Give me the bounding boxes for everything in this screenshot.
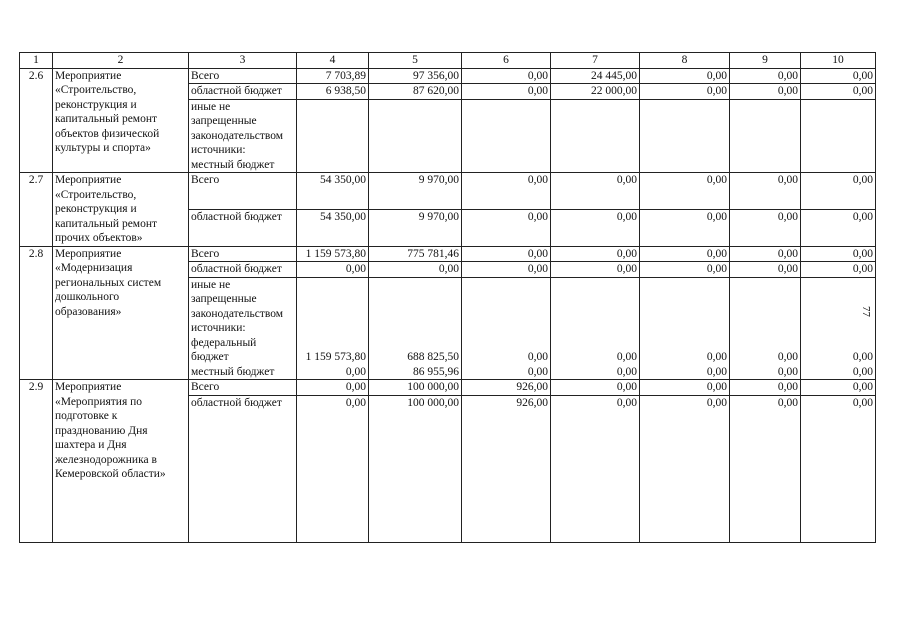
funding-source: Всего xyxy=(189,380,297,396)
value-cell: 87 620,00 xyxy=(369,84,462,100)
value-cell: 0,00 xyxy=(551,380,640,396)
value-cell: 1 159 573,80 xyxy=(297,246,369,262)
column-number: 10 xyxy=(801,53,876,69)
column-number: 6 xyxy=(462,53,551,69)
value-cell: 0,00 xyxy=(640,262,730,278)
value-cell: 0,00 xyxy=(640,84,730,100)
value-cell: 54 350,00 xyxy=(297,173,369,210)
value-cell: 54 350,00 xyxy=(297,209,369,246)
value-cell: 0,00 xyxy=(730,365,801,380)
value-cell: 0,00 xyxy=(730,277,801,365)
value-cell: 0,00 xyxy=(640,380,730,396)
value-cell: 926,00 xyxy=(462,380,551,396)
row-index: 2.9 xyxy=(20,380,53,543)
value-cell: 0,00 xyxy=(551,209,640,246)
value-cell: 0,00 xyxy=(462,262,551,278)
value-cell: 0,00 xyxy=(801,246,876,262)
value-cell: 688 825,50 xyxy=(369,277,462,365)
funding-source: местный бюджет xyxy=(189,365,297,380)
row-index: 2.7 xyxy=(20,173,53,247)
value-cell: 0,00 xyxy=(462,84,551,100)
funding-source: иные не запрещенные законодательством источники: xyxy=(189,99,297,158)
value-cell xyxy=(462,99,551,173)
value-cell: 0,00 xyxy=(801,68,876,84)
table-row xyxy=(20,68,876,84)
value-cell: 0,00 xyxy=(801,84,876,100)
value-cell: 0,00 xyxy=(730,84,801,100)
row-index: 2.8 xyxy=(20,246,53,380)
value-cell: 0,00 xyxy=(462,246,551,262)
value-cell: 0,00 xyxy=(730,262,801,278)
value-cell: 0,00 xyxy=(551,365,640,380)
value-cell: 0,00 xyxy=(730,395,801,543)
table-row xyxy=(20,246,876,262)
value-cell: 97 356,00 xyxy=(369,68,462,84)
value-cell: 0,00 xyxy=(462,209,551,246)
value-cell: 0,00 xyxy=(801,380,876,396)
value-cell: 22 000,00 xyxy=(551,84,640,100)
value-cell: 0,00 xyxy=(297,365,369,380)
measure-name: Мероприятие «Строительство, реконструкция и капитальный ремонт объектов физической культуры и спорта» xyxy=(53,68,189,173)
row-index: 2.6 xyxy=(20,68,53,173)
value-cell xyxy=(730,99,801,173)
value-cell: 86 955,96 xyxy=(369,365,462,380)
value-cell: 7 703,89 xyxy=(297,68,369,84)
column-number: 1 xyxy=(20,53,53,69)
value-cell: 6 938,50 xyxy=(297,84,369,100)
column-number: 4 xyxy=(297,53,369,69)
value-cell xyxy=(369,99,462,173)
value-cell: 0,00 xyxy=(730,209,801,246)
value-cell: 0,00 xyxy=(640,365,730,380)
value-cell: 24 445,00 xyxy=(551,68,640,84)
column-number: 2 xyxy=(53,53,189,69)
value-cell: 100 000,00 xyxy=(369,395,462,543)
value-cell: 0,00 xyxy=(730,380,801,396)
value-cell: 0,00 xyxy=(640,209,730,246)
budget-table xyxy=(19,52,876,543)
value-cell: 0,00 xyxy=(640,173,730,210)
value-cell: 0,00 xyxy=(297,380,369,396)
value-cell: 0,00 xyxy=(801,209,876,246)
value-cell: 0,00 xyxy=(640,68,730,84)
value-cell: 0,00 xyxy=(801,262,876,278)
funding-source: местный бюджет xyxy=(189,158,297,173)
value-cell: 0,00 xyxy=(730,173,801,210)
funding-source: областной бюджет xyxy=(189,262,297,278)
measure-name: Мероприятие «Модернизация региональных систем дошкольного образования» xyxy=(53,246,189,380)
value-cell xyxy=(551,99,640,173)
measure-name: Мероприятие «Мероприятия по подготовке к празднованию Дня шахтера и Дня железнодорожника в Кемеровской области» xyxy=(53,380,189,543)
value-cell: 0,00 xyxy=(551,173,640,210)
funding-source-label: областной бюджет xyxy=(191,396,282,409)
column-number: 8 xyxy=(640,53,730,69)
value-cell: 0,00 xyxy=(297,262,369,278)
value-cell xyxy=(801,99,876,173)
value-cell: 0,00 xyxy=(462,173,551,210)
measure-name: Мероприятие «Строительство, реконструкция и капитальный ремонт прочих объектов» xyxy=(53,173,189,247)
value-cell: 0,00 xyxy=(462,365,551,380)
column-number-header-row xyxy=(20,53,876,69)
funding-source: Всего xyxy=(189,173,297,210)
value-cell xyxy=(640,99,730,173)
funding-source: Всего xyxy=(189,246,297,262)
value-cell: 0,00 xyxy=(801,277,876,365)
column-number: 7 xyxy=(551,53,640,69)
value-cell: 0,00 xyxy=(462,68,551,84)
value-cell: 100 000,00 xyxy=(369,380,462,396)
value-cell: 775 781,46 xyxy=(369,246,462,262)
table-row xyxy=(20,380,876,396)
column-number: 3 xyxy=(189,53,297,69)
value-cell: 0,00 xyxy=(801,395,876,543)
value-cell: 926,00 xyxy=(462,395,551,543)
funding-source: иные не запрещенные законодательством источники: xyxy=(189,277,297,336)
value-cell: 0,00 xyxy=(801,365,876,380)
funding-source xyxy=(189,395,297,543)
funding-source: областной бюджет xyxy=(189,209,297,246)
value-cell: 0,00 xyxy=(551,395,640,543)
table-row xyxy=(20,173,876,210)
value-cell: 0,00 xyxy=(551,262,640,278)
value-cell: 9 970,00 xyxy=(369,173,462,210)
value-cell: 0,00 xyxy=(640,246,730,262)
value-cell xyxy=(297,99,369,173)
value-cell: 0,00 xyxy=(730,246,801,262)
value-cell: 0,00 xyxy=(551,246,640,262)
value-cell: 0,00 xyxy=(640,277,730,365)
value-cell: 0,00 xyxy=(551,277,640,365)
value-cell: 0,00 xyxy=(462,277,551,365)
value-cell: 1 159 573,80 xyxy=(297,277,369,365)
value-cell: 0,00 xyxy=(297,395,369,543)
funding-source: Всего xyxy=(189,68,297,84)
page-number: 77 xyxy=(860,306,872,317)
value-cell: 0,00 xyxy=(801,173,876,210)
value-cell: 0,00 xyxy=(730,68,801,84)
column-number: 5 xyxy=(369,53,462,69)
value-cell: 0,00 xyxy=(369,262,462,278)
value-cell: 9 970,00 xyxy=(369,209,462,246)
value-cell: 0,00 xyxy=(640,395,730,543)
funding-source: федеральный бюджет xyxy=(189,336,297,365)
funding-source: областной бюджет xyxy=(189,84,297,100)
column-number: 9 xyxy=(730,53,801,69)
